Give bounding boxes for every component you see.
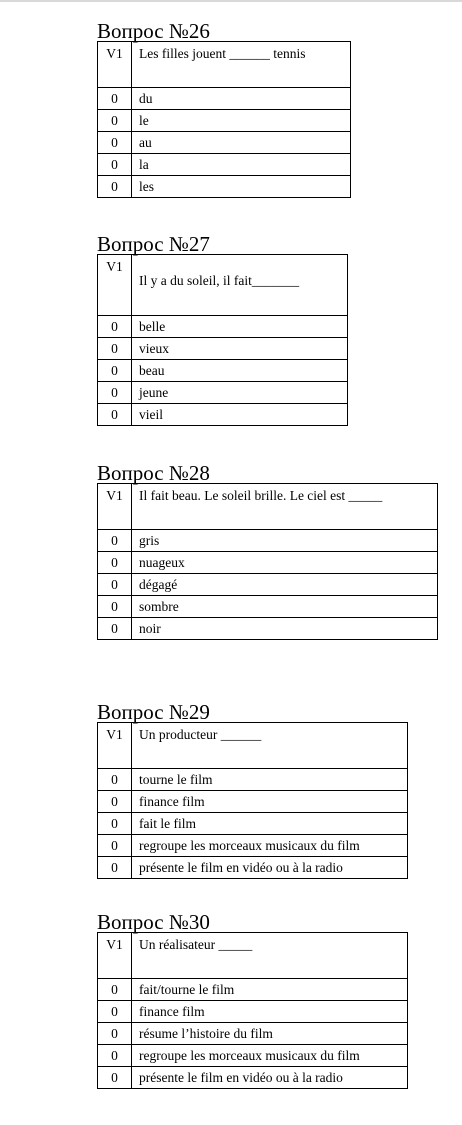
question-block-29 bbox=[97, 702, 408, 879]
option-score: 0 bbox=[98, 404, 132, 426]
question-text: Un producteur ______ bbox=[132, 723, 408, 769]
question-header-row bbox=[98, 933, 408, 979]
question-text: Il fait beau. Le soleil brille. Le ciel est _____ bbox=[132, 484, 438, 530]
question-title: Вопрос №30 bbox=[97, 910, 210, 934]
option-row[interactable] bbox=[98, 857, 408, 879]
option-score: 0 bbox=[98, 813, 132, 835]
question-block-26 bbox=[97, 21, 351, 198]
option-row[interactable] bbox=[98, 1067, 408, 1089]
question-text: Il y a du soleil, il fait_______ bbox=[132, 255, 348, 316]
option-row[interactable] bbox=[98, 618, 438, 640]
option-score: 0 bbox=[98, 176, 132, 198]
option-text: fait/tourne le film bbox=[132, 979, 408, 1001]
question-title: Вопрос №26 bbox=[97, 19, 210, 43]
option-score: 0 bbox=[98, 769, 132, 791]
option-text: présente le film en vidéo ou à la radio bbox=[132, 857, 408, 879]
option-row[interactable] bbox=[98, 176, 351, 198]
question-table bbox=[97, 483, 438, 640]
option-score: 0 bbox=[98, 360, 132, 382]
option-row[interactable] bbox=[98, 1001, 408, 1023]
option-row[interactable] bbox=[98, 979, 408, 1001]
question-table bbox=[97, 932, 408, 1089]
question-block-27 bbox=[97, 234, 348, 426]
option-text: présente le film en vidéo ou à la radio bbox=[132, 1067, 408, 1089]
page-top-border bbox=[0, 0, 462, 2]
option-row[interactable] bbox=[98, 316, 348, 338]
option-score: 0 bbox=[98, 596, 132, 618]
question-table bbox=[97, 722, 408, 879]
question-text: Les filles jouent ______ tennis bbox=[132, 42, 351, 88]
variant-label: V1 bbox=[98, 42, 132, 88]
option-score: 0 bbox=[98, 1023, 132, 1045]
option-score: 0 bbox=[98, 382, 132, 404]
question-block-30 bbox=[97, 912, 408, 1089]
option-text: finance film bbox=[132, 1001, 408, 1023]
option-row[interactable] bbox=[98, 530, 438, 552]
option-score: 0 bbox=[98, 835, 132, 857]
question-block-28 bbox=[97, 463, 438, 640]
option-row[interactable] bbox=[98, 769, 408, 791]
option-row[interactable] bbox=[98, 154, 351, 176]
option-score: 0 bbox=[98, 132, 132, 154]
variant-label: V1 bbox=[98, 255, 132, 316]
question-text: Un réalisateur _____ bbox=[132, 933, 408, 979]
question-title: Вопрос №27 bbox=[97, 232, 210, 256]
option-row[interactable] bbox=[98, 360, 348, 382]
option-text: jeune bbox=[132, 382, 348, 404]
option-text: regroupe les morceaux musicaux du film bbox=[132, 835, 408, 857]
option-score: 0 bbox=[98, 316, 132, 338]
option-text: beau bbox=[132, 360, 348, 382]
option-text: du bbox=[132, 88, 351, 110]
question-table bbox=[97, 254, 348, 426]
option-text: gris bbox=[132, 530, 438, 552]
option-row[interactable] bbox=[98, 1045, 408, 1067]
option-text: sombre bbox=[132, 596, 438, 618]
option-row[interactable] bbox=[98, 552, 438, 574]
question-header-row bbox=[98, 723, 408, 769]
option-text: le bbox=[132, 110, 351, 132]
option-text: au bbox=[132, 132, 351, 154]
option-text: noir bbox=[132, 618, 438, 640]
option-score: 0 bbox=[98, 791, 132, 813]
question-table bbox=[97, 41, 351, 198]
option-score: 0 bbox=[98, 618, 132, 640]
option-text: belle bbox=[132, 316, 348, 338]
option-row[interactable] bbox=[98, 382, 348, 404]
option-score: 0 bbox=[98, 88, 132, 110]
option-score: 0 bbox=[98, 154, 132, 176]
option-text: tourne le film bbox=[132, 769, 408, 791]
option-row[interactable] bbox=[98, 791, 408, 813]
option-score: 0 bbox=[98, 1045, 132, 1067]
question-header-row bbox=[98, 255, 348, 316]
option-score: 0 bbox=[98, 552, 132, 574]
option-text: vieux bbox=[132, 338, 348, 360]
option-score: 0 bbox=[98, 979, 132, 1001]
option-row[interactable] bbox=[98, 813, 408, 835]
question-header-row bbox=[98, 42, 351, 88]
option-text: finance film bbox=[132, 791, 408, 813]
option-text: vieil bbox=[132, 404, 348, 426]
variant-label: V1 bbox=[98, 933, 132, 979]
question-title: Вопрос №28 bbox=[97, 461, 210, 485]
option-text: résume l’histoire du film bbox=[132, 1023, 408, 1045]
option-text: les bbox=[132, 176, 351, 198]
option-row[interactable] bbox=[98, 1023, 408, 1045]
option-text: nuageux bbox=[132, 552, 438, 574]
option-row[interactable] bbox=[98, 132, 351, 154]
option-score: 0 bbox=[98, 1067, 132, 1089]
option-text: la bbox=[132, 154, 351, 176]
option-text: fait le film bbox=[132, 813, 408, 835]
question-header-row bbox=[98, 484, 438, 530]
question-title: Вопрос №29 bbox=[97, 700, 210, 724]
option-score: 0 bbox=[98, 857, 132, 879]
option-row[interactable] bbox=[98, 574, 438, 596]
option-row[interactable] bbox=[98, 110, 351, 132]
variant-label: V1 bbox=[98, 723, 132, 769]
option-score: 0 bbox=[98, 338, 132, 360]
variant-label: V1 bbox=[98, 484, 132, 530]
option-score: 0 bbox=[98, 1001, 132, 1023]
option-score: 0 bbox=[98, 110, 132, 132]
option-text: dégagé bbox=[132, 574, 438, 596]
option-row[interactable] bbox=[98, 88, 351, 110]
option-score: 0 bbox=[98, 530, 132, 552]
option-text: regroupe les morceaux musicaux du film bbox=[132, 1045, 408, 1067]
option-row[interactable] bbox=[98, 338, 348, 360]
option-row[interactable] bbox=[98, 596, 438, 618]
option-row[interactable] bbox=[98, 404, 348, 426]
option-score: 0 bbox=[98, 574, 132, 596]
option-row[interactable] bbox=[98, 835, 408, 857]
